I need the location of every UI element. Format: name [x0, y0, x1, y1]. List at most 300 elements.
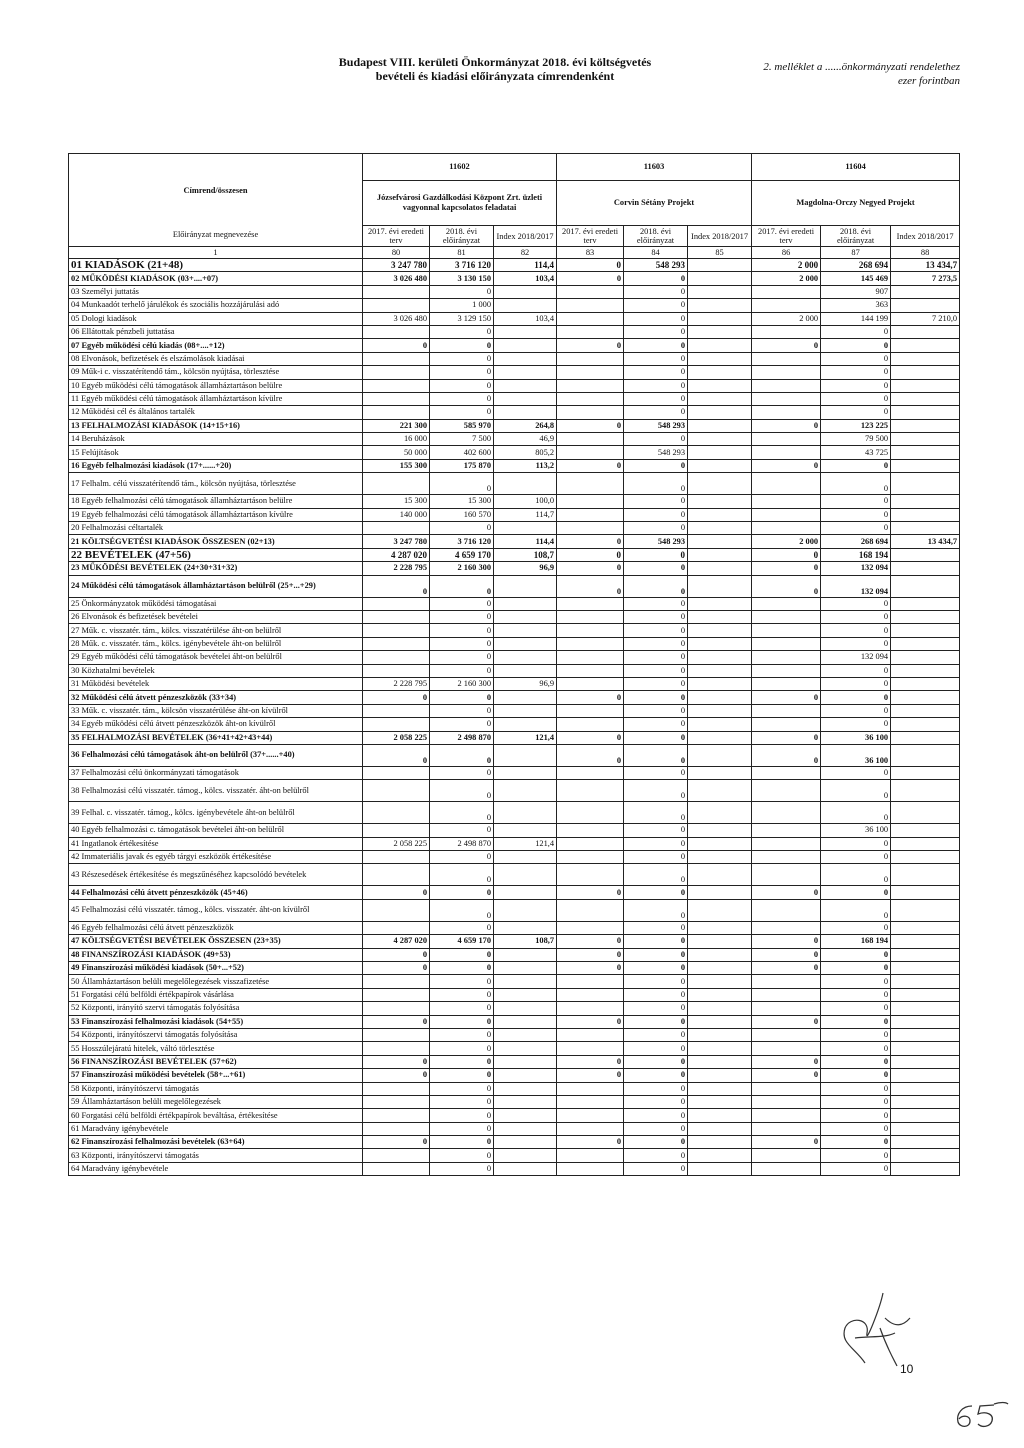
row-value: [688, 352, 752, 365]
row-value: [752, 766, 821, 779]
row-value: 0: [821, 352, 891, 365]
table-row: [69, 1028, 960, 1041]
row-value: 0: [821, 495, 891, 508]
row-value: 0: [821, 802, 891, 824]
row-value: 0: [821, 1082, 891, 1095]
row-value: 0: [430, 575, 494, 597]
row-value: 0: [624, 406, 688, 419]
budget-table: [68, 153, 960, 1176]
row-value: 0: [557, 744, 624, 766]
row-value: [891, 562, 960, 575]
row-value: [752, 597, 821, 610]
row-value: [688, 1149, 752, 1162]
row-value: 0: [624, 899, 688, 921]
row-value: [557, 1149, 624, 1162]
row-label: 35 FELHALMOZÁSI BEVÉTELEK (36+41+42+43+44): [69, 731, 363, 744]
table-row: [69, 766, 960, 779]
row-label: 52 Központi, irányító szervi támogatás folyósítása: [69, 1002, 363, 1015]
row-value: [891, 921, 960, 934]
row-value: 0: [430, 597, 494, 610]
row-value: [752, 406, 821, 419]
row-value: 0: [624, 522, 688, 535]
row-value: 0: [430, 379, 494, 392]
row-value: 132 094: [821, 651, 891, 664]
row-value: 0: [624, 352, 688, 365]
table-row: [69, 1002, 960, 1015]
row-value: 0: [557, 1136, 624, 1149]
row-value: 114,7: [494, 508, 557, 521]
table-row: [69, 962, 960, 975]
table-row: [69, 1149, 960, 1162]
row-value: [752, 325, 821, 338]
row-value: [688, 766, 752, 779]
row-value: [891, 1162, 960, 1175]
row-value: [494, 948, 557, 961]
row-value: [494, 1109, 557, 1122]
row-value: 2 498 870: [430, 731, 494, 744]
row-value: [688, 624, 752, 637]
row-label: 28 Műk. c. visszatér. tám., kölcs. igénybevétele áht-on belülről: [69, 637, 363, 650]
row-value: 3 026 480: [363, 272, 430, 285]
row-value: 0: [363, 962, 430, 975]
row-value: [891, 548, 960, 561]
row-value: [494, 406, 557, 419]
table-row: [69, 744, 960, 766]
row-value: [557, 837, 624, 850]
row-value: 0: [557, 935, 624, 948]
row-value: 0: [624, 1082, 688, 1095]
row-value: [557, 406, 624, 419]
row-value: 0: [624, 1069, 688, 1082]
row-value: [688, 731, 752, 744]
row-value: [494, 392, 557, 405]
row-value: [688, 325, 752, 338]
row-value: [494, 704, 557, 717]
row-value: [891, 473, 960, 495]
row-value: [494, 851, 557, 864]
row-value: [688, 473, 752, 495]
row-value: [363, 718, 430, 731]
row-value: [557, 352, 624, 365]
row-value: [688, 664, 752, 677]
row-value: 0: [821, 766, 891, 779]
row-value: 0: [821, 459, 891, 472]
row-value: [494, 1042, 557, 1055]
row-value: [688, 824, 752, 837]
row-label: 19 Egyéb felhalmozási célú támogatások államháztartáson kívülre: [69, 508, 363, 521]
row-value: [891, 824, 960, 837]
row-value: [363, 352, 430, 365]
row-value: [891, 575, 960, 597]
row-value: [891, 637, 960, 650]
table-row: [69, 312, 960, 325]
header-column-label: 2018. évi előirányzat: [624, 226, 688, 247]
row-value: 0: [624, 824, 688, 837]
row-value: [494, 988, 557, 1001]
row-value: 100,0: [494, 495, 557, 508]
table-row: [69, 339, 960, 352]
row-value: 0: [430, 1028, 494, 1041]
row-label: 61 Maradvány igénybevétele: [69, 1122, 363, 1135]
row-value: [891, 731, 960, 744]
row-value: [752, 704, 821, 717]
row-value: [494, 575, 557, 597]
row-value: [688, 272, 752, 285]
row-value: 0: [624, 339, 688, 352]
row-value: 0: [821, 339, 891, 352]
row-value: [557, 864, 624, 886]
header-column-number: 88: [891, 247, 960, 259]
header-group-code: 11602: [363, 154, 557, 181]
table-row: [69, 921, 960, 934]
row-value: 0: [624, 508, 688, 521]
row-value: 0: [430, 886, 494, 899]
row-value: 50 000: [363, 446, 430, 459]
row-value: 0: [430, 704, 494, 717]
row-value: 2 160 300: [430, 562, 494, 575]
row-value: [891, 988, 960, 1001]
row-value: 0: [624, 1149, 688, 1162]
row-value: 0: [752, 339, 821, 352]
row-value: 168 194: [821, 548, 891, 561]
row-value: [494, 1015, 557, 1028]
row-value: 0: [821, 1136, 891, 1149]
row-value: [688, 651, 752, 664]
row-value: 0: [752, 1136, 821, 1149]
table-row: [69, 285, 960, 298]
row-value: 2 160 300: [430, 677, 494, 690]
row-value: [688, 704, 752, 717]
row-value: 0: [821, 1122, 891, 1135]
row-value: 3 716 120: [430, 259, 494, 272]
row-value: 2 000: [752, 259, 821, 272]
row-value: 0: [430, 1082, 494, 1095]
row-value: 0: [624, 1109, 688, 1122]
row-value: 0: [430, 1136, 494, 1149]
row-value: 0: [363, 339, 430, 352]
row-label: 08 Elvonások, befizetések és elszámolások kiadásai: [69, 352, 363, 365]
row-value: 0: [557, 459, 624, 472]
row-value: [494, 1069, 557, 1082]
row-value: [363, 780, 430, 802]
row-value: [891, 704, 960, 717]
row-value: [891, 651, 960, 664]
row-value: [891, 802, 960, 824]
row-value: [688, 1015, 752, 1028]
row-value: [494, 1122, 557, 1135]
row-value: 0: [430, 473, 494, 495]
row-value: [688, 899, 752, 921]
row-label: 33 Műk. c. visszatér. tám., kölcsön visszatérülése áht-on kívülről: [69, 704, 363, 717]
row-value: 175 870: [430, 459, 494, 472]
row-value: 4 659 170: [430, 548, 494, 561]
row-value: 0: [821, 851, 891, 864]
row-value: 0: [624, 299, 688, 312]
row-value: [891, 325, 960, 338]
row-value: 121,4: [494, 837, 557, 850]
row-value: [557, 325, 624, 338]
table-row: [69, 851, 960, 864]
row-value: [363, 406, 430, 419]
row-value: [752, 610, 821, 623]
row-value: [688, 837, 752, 850]
row-value: [891, 597, 960, 610]
row-value: 548 293: [624, 419, 688, 432]
row-value: 2 000: [752, 272, 821, 285]
row-value: [891, 1095, 960, 1108]
row-value: 3 247 780: [363, 535, 430, 548]
row-value: 0: [624, 433, 688, 446]
row-value: [688, 935, 752, 948]
row-value: [688, 259, 752, 272]
row-value: [494, 339, 557, 352]
row-value: 0: [752, 575, 821, 597]
row-label: 53 Finanszírozási felhalmozási kiadások (54+55): [69, 1015, 363, 1028]
row-value: [891, 339, 960, 352]
row-label: 54 Központi, irányítószervi támogatás folyósítása: [69, 1028, 363, 1041]
title-line-2: bevételi és kiadási előirányzata címrendenként: [375, 69, 615, 83]
row-value: [363, 473, 430, 495]
row-value: 108,7: [494, 548, 557, 561]
row-value: 132 094: [821, 562, 891, 575]
table-row: [69, 1095, 960, 1108]
row-value: 13 434,7: [891, 535, 960, 548]
row-value: [688, 406, 752, 419]
row-label: 10 Egyéb működési célú támogatások államháztartáson belülre: [69, 379, 363, 392]
row-value: [494, 285, 557, 298]
row-value: 268 694: [821, 259, 891, 272]
row-value: [688, 339, 752, 352]
row-value: 402 600: [430, 446, 494, 459]
row-label: 11 Egyéb működési célú támogatások államháztartáson kívülre: [69, 392, 363, 405]
row-value: 0: [624, 651, 688, 664]
row-value: [494, 962, 557, 975]
row-value: [891, 899, 960, 921]
row-value: 132 094: [821, 575, 891, 597]
row-value: [752, 718, 821, 731]
row-value: [752, 1122, 821, 1135]
header-main-label-text: Címrend/összesen: [183, 186, 248, 195]
row-value: 3 129 150: [430, 312, 494, 325]
row-value: 0: [821, 988, 891, 1001]
row-value: [688, 864, 752, 886]
table-row: [69, 575, 960, 597]
row-value: [752, 624, 821, 637]
row-value: [891, 1109, 960, 1122]
row-value: [752, 664, 821, 677]
row-value: 0: [430, 1109, 494, 1122]
row-value: [557, 899, 624, 921]
row-label: 62 Finanszírozási felhalmozási bevételek (63+64): [69, 1136, 363, 1149]
row-value: 0: [363, 1136, 430, 1149]
row-value: 0: [624, 1042, 688, 1055]
row-value: 0: [624, 392, 688, 405]
row-value: 43 725: [821, 446, 891, 459]
row-value: [494, 886, 557, 899]
row-value: [557, 802, 624, 824]
row-value: [494, 664, 557, 677]
table-row: [69, 392, 960, 405]
row-value: 0: [821, 837, 891, 850]
row-value: 2 000: [752, 312, 821, 325]
row-value: 805,2: [494, 446, 557, 459]
row-value: [891, 379, 960, 392]
row-value: 0: [430, 1162, 494, 1175]
table-row: [69, 272, 960, 285]
row-label: 36 Felhalmozási célú támogatások áht-on belülről (37+......+40): [69, 744, 363, 766]
row-value: 113,2: [494, 459, 557, 472]
row-value: 0: [430, 1015, 494, 1028]
row-value: [557, 392, 624, 405]
row-value: 2 000: [752, 535, 821, 548]
row-value: 4 659 170: [430, 935, 494, 948]
row-value: [363, 366, 430, 379]
row-value: 0: [821, 1042, 891, 1055]
row-value: [688, 366, 752, 379]
table-row: [69, 1055, 960, 1068]
row-value: 0: [557, 535, 624, 548]
row-value: 0: [624, 962, 688, 975]
header-group-name: Magdolna-Orczy Negyed Projekt: [752, 181, 960, 226]
row-value: [557, 975, 624, 988]
row-value: 145 469: [821, 272, 891, 285]
row-value: 0: [430, 780, 494, 802]
row-value: [891, 459, 960, 472]
row-value: 0: [557, 962, 624, 975]
row-label: 18 Egyéb felhalmozási célú támogatások államháztartáson belülre: [69, 495, 363, 508]
row-value: [752, 446, 821, 459]
row-value: 0: [363, 948, 430, 961]
row-value: 0: [430, 802, 494, 824]
header-column-label: 2017. évi eredeti terv: [752, 226, 821, 247]
row-value: 2 498 870: [430, 837, 494, 850]
row-value: 0: [752, 1069, 821, 1082]
row-value: [752, 1028, 821, 1041]
row-value: [891, 419, 960, 432]
row-value: [891, 624, 960, 637]
row-value: 36 100: [821, 731, 891, 744]
row-value: [891, 837, 960, 850]
row-value: [891, 446, 960, 459]
table-row: [69, 664, 960, 677]
table-row: [69, 299, 960, 312]
row-value: [557, 921, 624, 934]
row-value: 0: [430, 1122, 494, 1135]
row-value: [752, 837, 821, 850]
row-value: [752, 988, 821, 1001]
row-value: 108,7: [494, 935, 557, 948]
row-value: [891, 1028, 960, 1041]
row-value: 0: [363, 691, 430, 704]
row-value: 0: [557, 1055, 624, 1068]
row-value: 0: [752, 962, 821, 975]
row-value: 0: [624, 562, 688, 575]
row-value: 0: [430, 948, 494, 961]
row-value: [557, 299, 624, 312]
row-value: 0: [821, 899, 891, 921]
row-value: 0: [363, 575, 430, 597]
row-value: [891, 851, 960, 864]
row-value: 3 247 780: [363, 259, 430, 272]
row-label: 44 Felhalmozási célú átvett pénzeszközök (45+46): [69, 886, 363, 899]
row-value: 221 300: [363, 419, 430, 432]
row-value: [752, 392, 821, 405]
row-value: 0: [821, 508, 891, 521]
table-row: [69, 562, 960, 575]
row-value: 0: [821, 1095, 891, 1108]
row-value: [688, 495, 752, 508]
row-value: [557, 718, 624, 731]
row-value: [494, 1095, 557, 1108]
header-group-name: Józsefvárosi Gazdálkodási Központ Zrt. üzleti vagyonnal kapcsolatos feladatai: [363, 181, 557, 226]
row-value: [891, 285, 960, 298]
table-row: [69, 259, 960, 272]
row-value: [688, 1002, 752, 1015]
row-value: [494, 780, 557, 802]
row-value: [688, 419, 752, 432]
row-value: 0: [430, 624, 494, 637]
row-value: [891, 1015, 960, 1028]
row-value: [688, 1095, 752, 1108]
row-value: [688, 1122, 752, 1135]
row-value: [363, 975, 430, 988]
header-column-label: Index 2018/2017: [891, 226, 960, 247]
row-value: 0: [752, 548, 821, 561]
row-value: 0: [430, 1149, 494, 1162]
row-value: [363, 597, 430, 610]
table-row: [69, 597, 960, 610]
row-value: [494, 637, 557, 650]
header-index-label: 1: [69, 247, 363, 259]
table-row: [69, 899, 960, 921]
row-value: 4 287 020: [363, 548, 430, 561]
row-value: [557, 508, 624, 521]
row-label: 16 Egyéb felhalmozási kiadások (17+......+20): [69, 459, 363, 472]
row-value: 0: [821, 975, 891, 988]
row-label: 50 Államháztartáson belüli megelőlegezések visszafizetése: [69, 975, 363, 988]
row-value: [363, 824, 430, 837]
row-value: 0: [821, 948, 891, 961]
row-label: 06 Ellátottak pénzbeli juttatása: [69, 325, 363, 338]
table-row: [69, 495, 960, 508]
row-label: 48 FINANSZÍROZÁSI KIADÁSOK (49+53): [69, 948, 363, 961]
row-label: 41 Ingatlanok értékesítése: [69, 837, 363, 850]
row-value: 0: [430, 824, 494, 837]
row-value: 0: [821, 1109, 891, 1122]
table-row: [69, 1136, 960, 1149]
row-value: 0: [430, 766, 494, 779]
header-column-number: 83: [557, 247, 624, 259]
row-value: 13 434,7: [891, 259, 960, 272]
row-value: [557, 637, 624, 650]
header-sub-label: Előirányzat megnevezése: [172, 230, 259, 239]
table-row: [69, 1162, 960, 1175]
row-value: 0: [557, 948, 624, 961]
table-row: [69, 864, 960, 886]
row-value: 0: [430, 864, 494, 886]
row-value: [752, 1162, 821, 1175]
row-label: 20 Felhalmozási céltartalék: [69, 522, 363, 535]
row-value: 103,4: [494, 272, 557, 285]
header-column-label: 2017. évi eredeti terv: [557, 226, 624, 247]
row-value: 0: [624, 677, 688, 690]
row-value: [494, 624, 557, 637]
row-value: [494, 691, 557, 704]
row-label: 45 Felhalmozási célú visszatér. támog., kölcs. visszatér. áht-on kívülről: [69, 899, 363, 921]
row-value: [688, 802, 752, 824]
row-value: [752, 285, 821, 298]
row-label: 29 Egyéb működési célú támogatások bevételei áht-on belülről: [69, 651, 363, 664]
